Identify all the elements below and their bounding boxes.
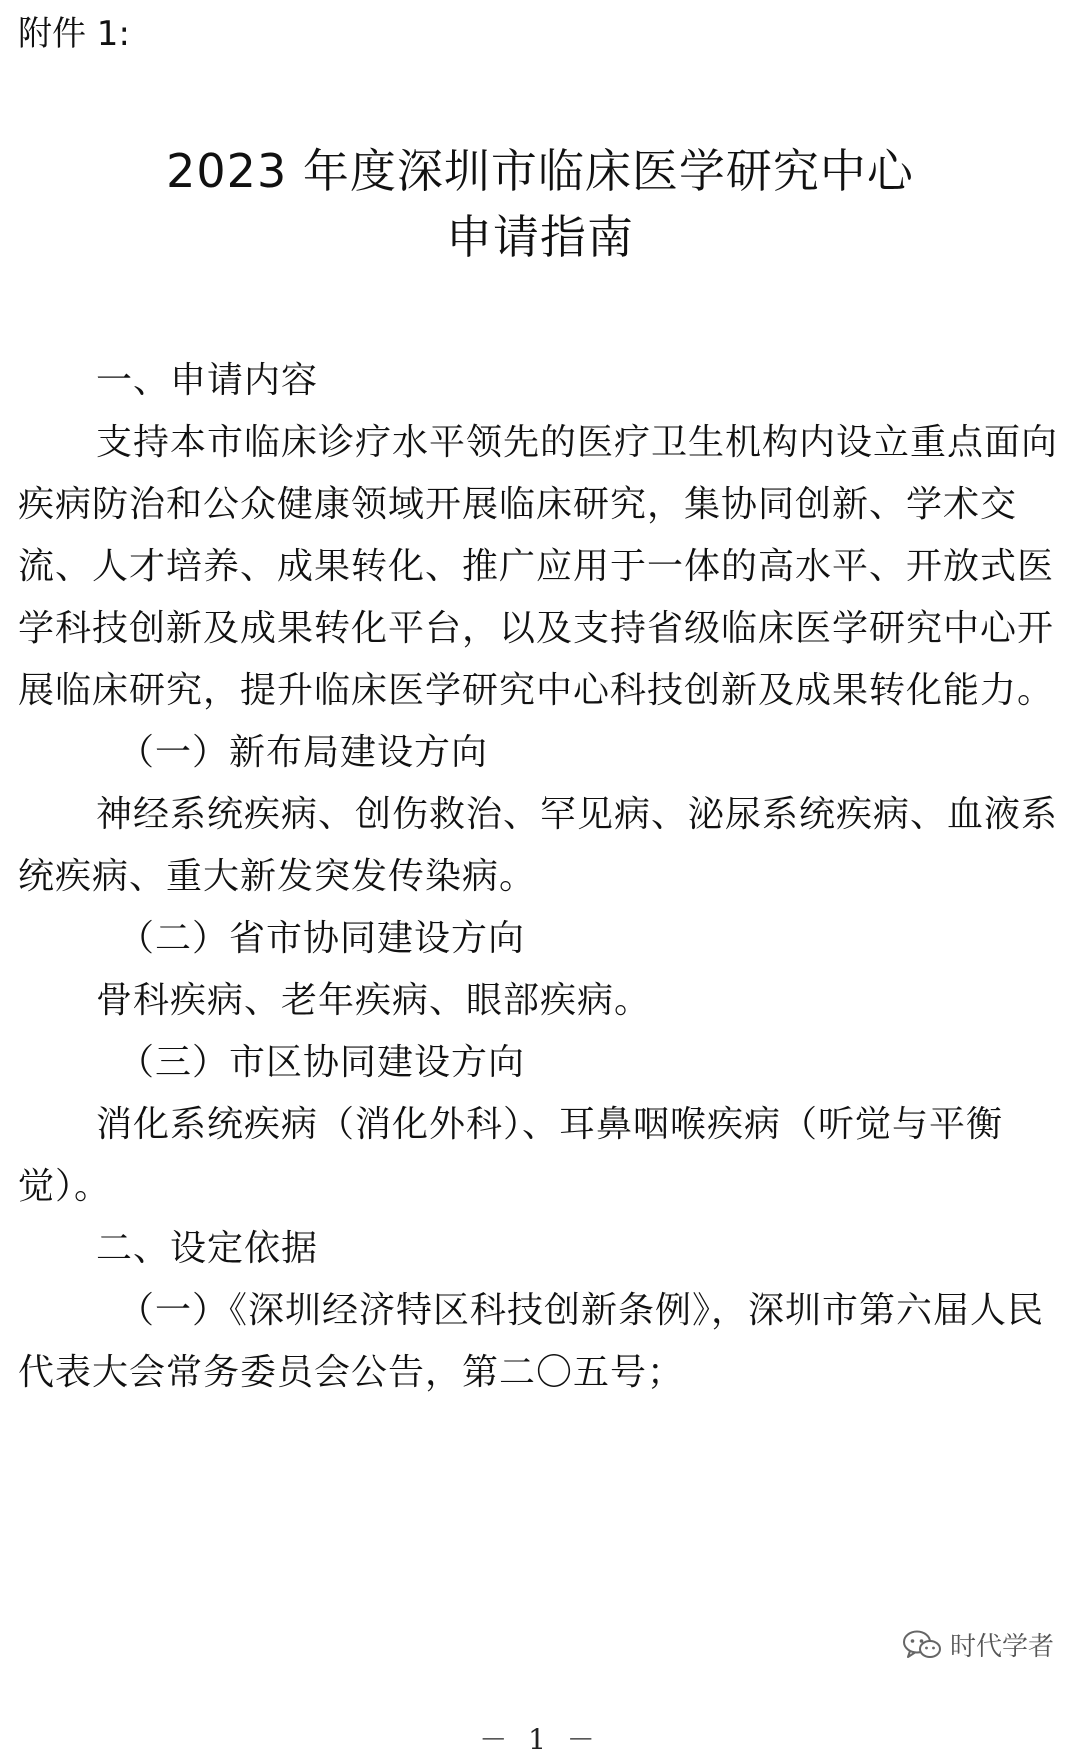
document-title [0, 138, 1080, 270]
wechat-icon [902, 1629, 942, 1661]
basis-item-1: （一）《深圳经济特区科技创新条例》，深圳市第六届人民代表大会常务委员会公告，第二〇五号； [18, 1290, 1045, 1393]
document-body [18, 350, 1058, 1404]
province-city-paragraph: 骨科疾病、老年疾病、眼部疾病。 [96, 980, 652, 1021]
title-line-1: 2023 年度深圳市临床医学研究中心 [166, 144, 914, 198]
section-heading-application-content: 一、申请内容 [96, 360, 319, 401]
attachment-label: 附件 1: [18, 14, 130, 54]
application-content-paragraph: 支持本市临床诊疗水平领先的医疗卫生机构内设立重点面向疾病防治和公众健康领域开展临床研究，集协同创新、学术交流、人才培养、成果转化、推广应用于一体的高水平、开放式医学科技创新及成果转化平台，以及支持省级临床医学研究中心开展临床研究，提升临床医学研究中心科技创新及成果转化能力。 [18, 422, 1059, 711]
subsection-heading-city-district: （三）市区协同建设方向 [118, 1042, 526, 1083]
watermark-text: 时代学者 [949, 1632, 1054, 1662]
subsection-heading-province-city: （二）省市协同建设方向 [118, 918, 526, 959]
watermark [902, 1626, 1054, 1663]
subsection-heading-new-layout: （一）新布局建设方向 [118, 732, 489, 773]
new-layout-paragraph: 神经系统疾病、创伤救治、罕见病、泌尿系统疾病、血液系统疾病、重大新发突发传染病。 [18, 794, 1059, 897]
title-line-2: 申请指南 [446, 210, 634, 264]
page-number: － 1 － [479, 1723, 601, 1756]
city-district-paragraph: 消化系统疾病（消化外科）、耳鼻咽喉疾病（听觉与平衡觉）。 [18, 1104, 1004, 1207]
section-heading-basis: 二、设定依据 [96, 1228, 319, 1269]
